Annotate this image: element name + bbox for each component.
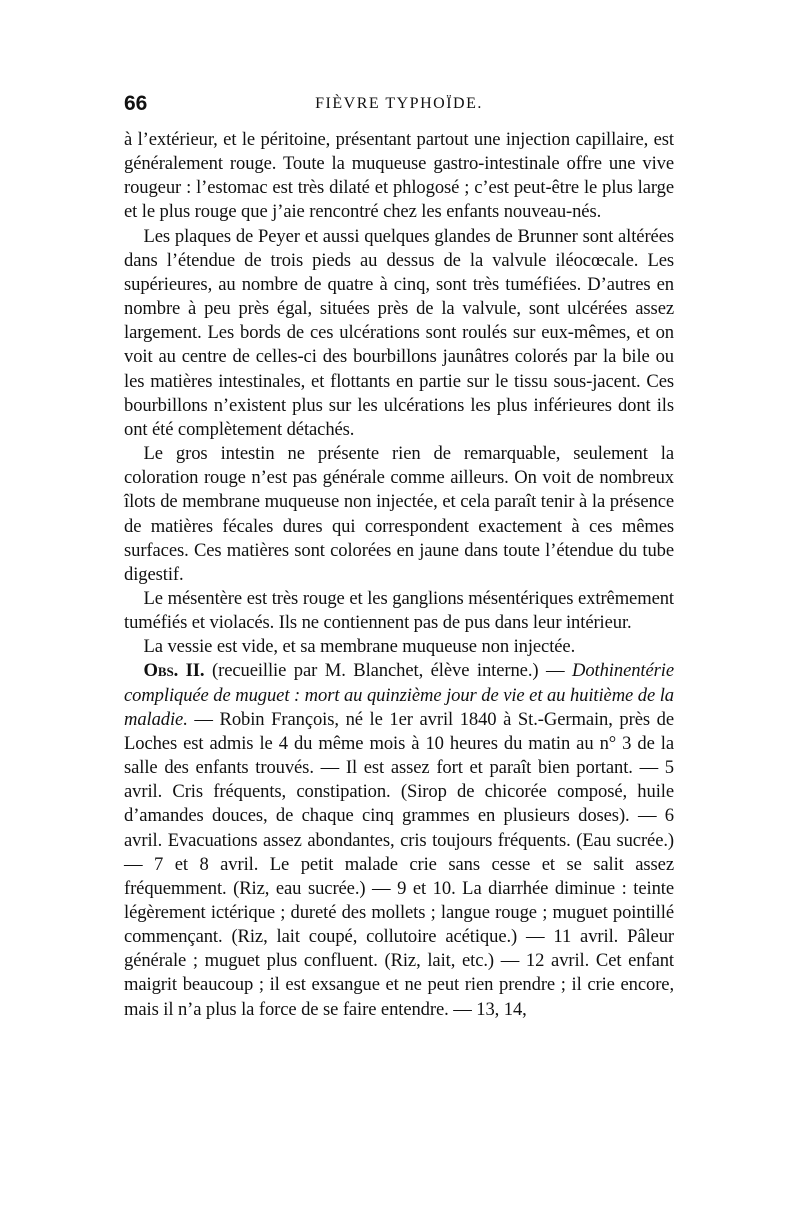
observation-intro: (recueillie par M. Blanchet, élève interne.) — (204, 660, 573, 682)
observation-text: — Robin François, né le 1er avril 1840 à St.-Germain, près de Loches est admis le 4 du même mois à 10 heures du matin au n° 3 de la salle des enfants trouvés. — Il est assez fort et paraît bien portant. — 5 avril. Cris fréquents, constipation. (Sirop de chicorée composé, huile d’amandes douces, de chaque cinq grammes en plusieurs doses). — 6 avril. Evacuations assez abondantes, cris toujours fréquents. (Eau sucrée.) — 7 et 8 avril. Le petit malade crie sans cesse et se salit assez fréquemment. (Riz, eau sucrée.) — 9 et 10. La diarrhée diminue : teinte légèrement ictérique ; dureté des mollets ; langue rouge ; muguet pointillé commençant. (Riz, lait coupé, collutoire acétique.) — 11 avril. Pâleur générale ; muguet plus confluent. (Riz, lait, etc.) — 12 avril. Cet enfant maigrit beaucoup ; il est exsangue et ne peut rien prendre ; il crie encore, mais il n’a plus la force de se faire entendre. — 13, 14, (124, 708, 674, 1020)
observation-label: Obs. II. (143, 660, 205, 682)
running-title: FIÈVRE TYPHOÏDE. (315, 95, 483, 112)
body-text (124, 128, 674, 1022)
paragraph-gros-intestin: Le gros intestin ne présente rien de remarquable, seulement la coloration rouge n’est pas générale comme ailleurs. On voit de nombreux îlots de membrane muqueuse non injectée, et cela paraît tenir à la présence de matières fécales dures qui correspondent exactement à ces mêmes surfaces. Ces matières sont colorées en jaune dans toute l’étendue du tube digestif. (124, 443, 674, 585)
page-number: 66 (124, 92, 148, 115)
book-page (124, 92, 674, 1022)
observation-paragraph (124, 659, 674, 1021)
paragraph-continued: à l’extérieur, et le péritoine, présentant partout une injection capillaire, est généralement rouge. Toute la muqueuse gastro-intestinale offre une vive rougeur : l’estomac est très dilaté et phlogosé ; c’est peut-être le plus large et le plus rouge que j’aie rencontré chez les enfants nouveau-nés. (124, 129, 674, 223)
page-header (124, 92, 674, 122)
paragraph-peyer-plaques: Les plaques de Peyer et aussi quelques glandes de Brunner sont altérées dans l’étendue de trois pieds au dessus de la valvule iléocœcale. Les supérieures, au nombre de quatre à cinq, sont très tuméfiées. D’autres en nombre à peu près égal, situées près de la valvule, sont ulcérées assez largement. Les bords de ces ulcérations sont roulés sur eux-mêmes, et on voit au centre de celles-ci des bourbillons jaunâtres colorés par la bile ou les matières intestinales, et flottants en partie sur le tissu sous-jacent. Ces bourbillons n’existent plus sur les ulcérations les plus inférieures dont ils ont été complètement détachés. (124, 225, 674, 440)
paragraph-mesentere: Le mésentère est très rouge et les ganglions mésentériques extrêmement tuméfiés et violacés. Ils ne contiennent pas de pus dans leur intérieur. (124, 587, 674, 634)
paragraph-vessie: La vessie est vide, et sa membrane muqueuse non injectée. (143, 636, 576, 658)
observation-title: Dothinentérie compliquée de muguet : mort au quinzième jour de vie et au huitième de la maladie. (124, 660, 674, 730)
